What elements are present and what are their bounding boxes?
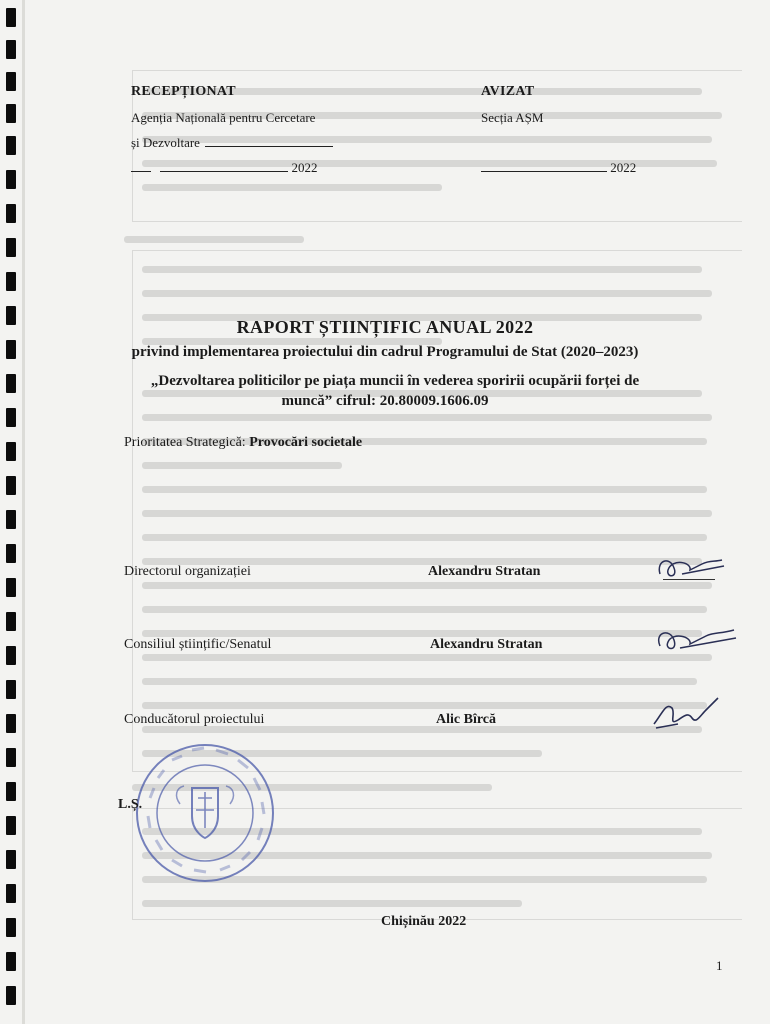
agency-name-line1: Agenția Națională pentru Cercetare — [131, 110, 316, 125]
endorsed-date-line: 2022 — [481, 160, 636, 176]
section-name: Secția AȘM — [481, 110, 544, 125]
official-stamp — [130, 738, 280, 888]
report-title: RAPORT ȘTIINȚIFIC ANUAL 2022 — [236, 317, 534, 337]
project-title-line2: muncă” cifrul: 20.80009.1606.09 — [281, 393, 489, 409]
signatory-role-council: Consiliul științific/Senatul — [124, 637, 272, 652]
signatory-role-director: Directorul organizației — [124, 564, 251, 579]
binder-holes — [0, 0, 22, 1024]
priority-value: Provocări societale — [249, 435, 363, 450]
agency-name-line2: și Dezvoltare — [131, 135, 333, 151]
signatory-name-coordinator: Alic Bîrcă — [436, 712, 497, 727]
page-edge — [22, 0, 25, 1024]
signature-director — [652, 548, 728, 582]
priority-label: Prioritatea Strategică: — [124, 435, 246, 450]
signature-council — [650, 622, 740, 656]
signature-coordinator — [648, 694, 720, 734]
place-and-year: Chișinău 2022 — [381, 914, 467, 929]
received-title: RECEPȚIONAT — [131, 84, 236, 99]
project-title-line1: „Dezvoltarea politicilor pe piața muncii în vederea sporirii ocupării forței de — [150, 373, 640, 389]
stamp-label: L.Ș. — [118, 797, 143, 812]
strategic-priority — [124, 435, 362, 451]
page-number: 1 — [716, 958, 723, 973]
received-date-line: 2022 — [131, 160, 318, 176]
signatory-role-coordinator: Conducătorul proiectului — [124, 712, 265, 727]
endorsed-title: AVIZAT — [481, 84, 535, 99]
signatory-name-council: Alexandru Stratan — [430, 637, 543, 652]
signatory-name-director: Alexandru Stratan — [428, 564, 541, 579]
report-subtitle: privind implementarea proiectului din cadrul Programului de Stat (2020–2023) — [131, 344, 639, 360]
